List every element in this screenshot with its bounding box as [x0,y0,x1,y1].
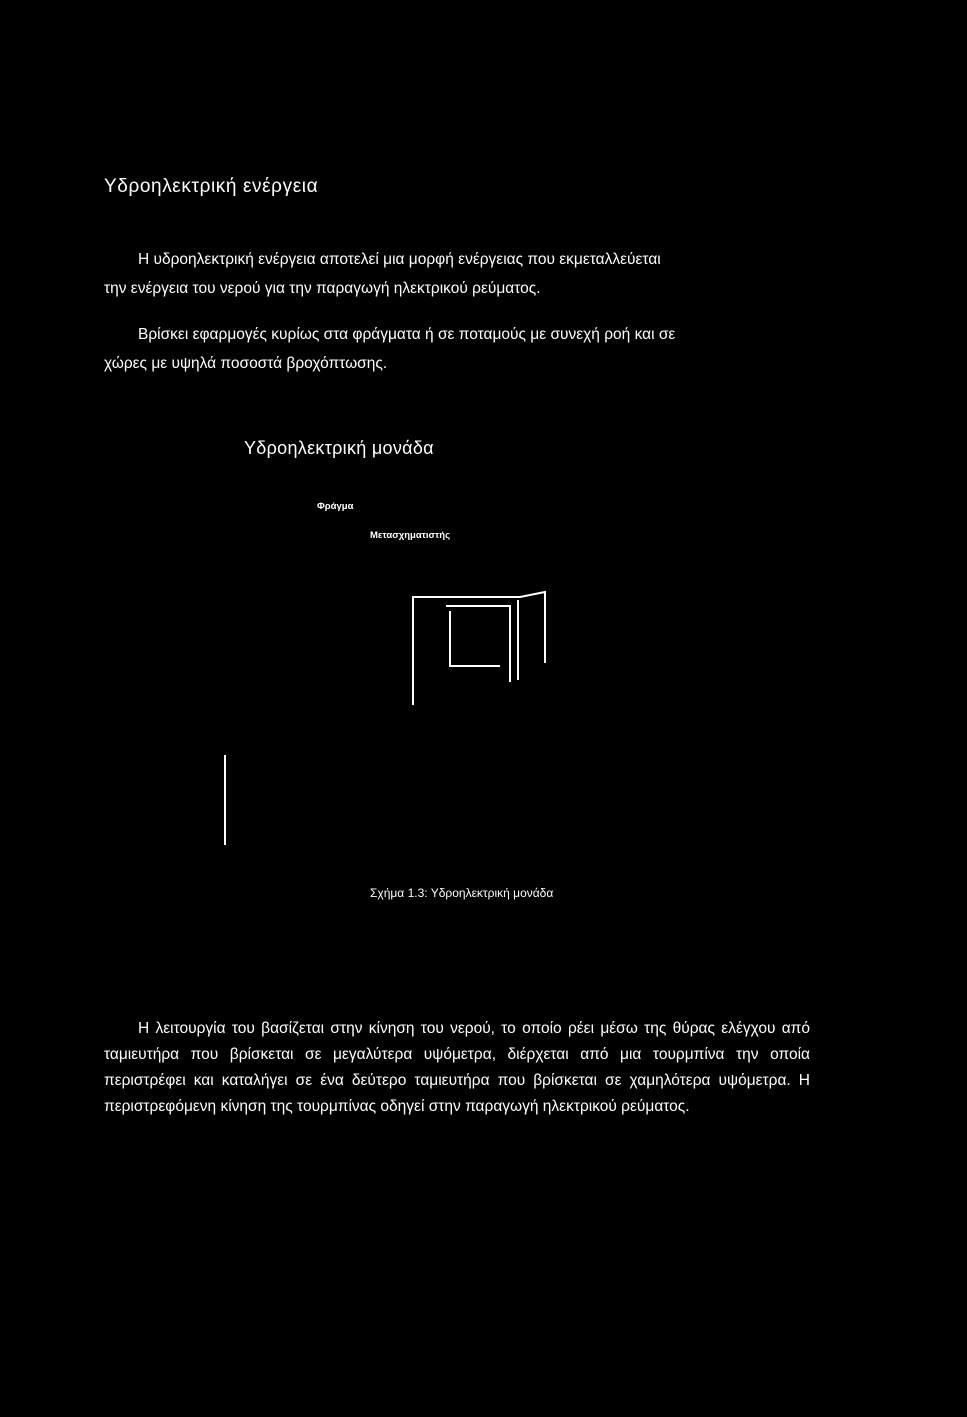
section-heading: Υδροηλεκτρική ενέργεια [104,176,319,197]
intro-p2-line1: Βρίσκει εφαρμογές κυρίως στα φράγματα ή σε ποταμούς με συνεχή ροή και σε [138,326,676,343]
powerhouse-outline [413,592,545,705]
figure-caption: Σχήμα 1.3: Υδροηλεκτρική μονάδα [370,886,554,900]
figure-title: Υδροηλεκτρική μονάδα [244,438,434,458]
figure-label-transformer: Μετασχηματιστής [370,530,451,541]
intro-p1-line2: την ενέργεια του νερού για την παραγωγή ηλεκτρικού ρεύματος. [104,280,541,297]
intro-p1-line1: Η υδροηλεκτρική ενέργεια αποτελεί μια μορφή ενέργειας που εκμεταλλεύεται [138,251,661,268]
figure-label-dam: Φράγμα [317,501,354,512]
intro-p2-line2: χώρες με υψηλά ποσοστά βροχόπτωσης. [104,355,388,372]
body-paragraph [104,1016,810,1120]
body-paragraph-text: Η λειτουργία του βασίζεται στην κίνηση του νερού, το οποίο ρέει μέσω της θύρας ελέγχου από ταμιευτήρα που βρίσκεται σε μεγαλύτερα υψόμετρα, διέρχεται από μια τουρμπίνα την οποία περιστρέφει και καταλήγει σε ένα δεύτερο ταμιευτήρα που βρίσκεται σε χαμηλότερα υψόμετρα. Η περιστρεφόμενη κίνηση της τουρμπίνας οδηγεί στην παραγωγή ηλεκτρικού ρεύματος. [104,1020,810,1115]
